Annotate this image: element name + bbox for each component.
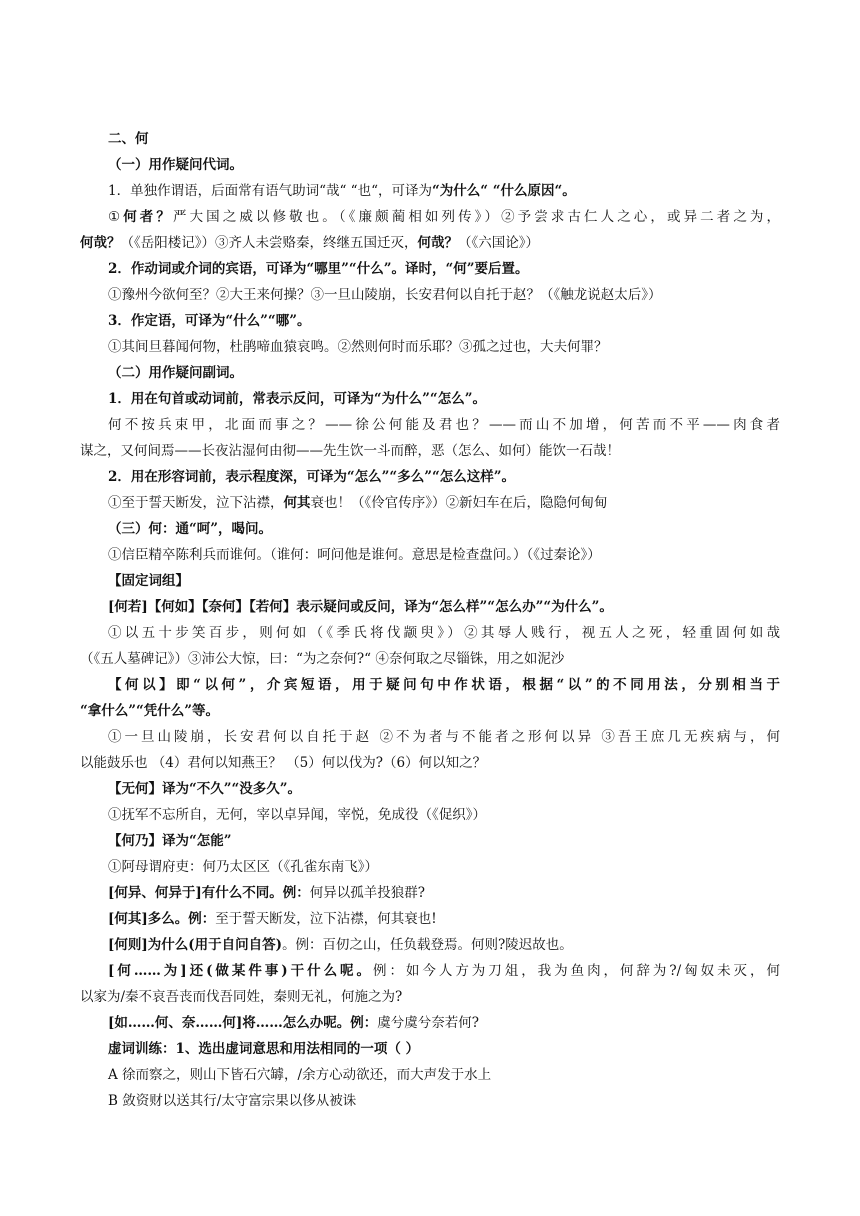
bold-text: （二）用作疑问副词。 — [108, 365, 243, 381]
text-run: 严大国之威以修敬也。（《廉颇蔺相如列传》）②予尝求古仁人之心，或异二者之为， — [172, 209, 781, 225]
text-line — [80, 542, 780, 568]
bold-text: 虚词训练：1、选出虚词意思和用法相同的一项（ ） — [108, 1041, 420, 1057]
bold-text: [何若]【何如】【奈何】【若何】表示疑问或反问，译为“怎么样”“怎么办”“为什么”。 — [108, 599, 613, 615]
text-run: ①信臣精卒陈利兵而谁何。（谁何：呵问他是谁何。意思是检查盘问。）（《过秦论》） — [108, 547, 601, 563]
text-line — [80, 438, 780, 464]
text-line — [80, 1036, 780, 1062]
text-run: ①其间旦暮闻何物，杜鹃啼血猿哀鸣。②然则何时而乐耶？③孤之过也，大夫何罪？ — [108, 339, 608, 355]
bold-text: “拿什么”“凭什么”等。 — [80, 703, 220, 719]
text-line — [80, 412, 780, 438]
text-run: ①至于誓天断发，泣下沾襟， — [108, 495, 284, 511]
text-line — [80, 620, 780, 646]
text-line — [80, 308, 780, 334]
text-line — [80, 334, 780, 360]
text-line — [80, 958, 780, 984]
text-line — [80, 698, 780, 724]
bold-text: 何哉？ — [80, 235, 121, 251]
bold-text: 何其 — [283, 495, 311, 511]
bold-text: 【何以】即“以何”，介宾短语，用于疑问句中作状语，根据“以”的不同用法，分别相当于 — [108, 677, 780, 693]
bold-text: [何其]多么。例： — [108, 911, 216, 927]
text-line — [80, 1088, 780, 1114]
text-line — [80, 594, 780, 620]
text-line — [80, 282, 780, 308]
text-run: A 徐而察之，则山下皆石穴罅，/余方心动欲还，而大声发于水上 — [108, 1067, 492, 1083]
bold-text: 2．用在形容词前，表示程度深，可译为“怎么”“多么”“怎么这样”。 — [108, 469, 515, 485]
text-line — [80, 178, 780, 204]
text-line — [80, 230, 780, 256]
text-line — [80, 646, 780, 672]
bold-text: 何者？ — [123, 209, 173, 225]
text-run: 谋之，又何间焉——长夜沾湿何由彻——先生饮一斗而醉，恶（怎么、如何）能饮一石哉！ — [80, 443, 620, 459]
text-line — [80, 984, 780, 1010]
text-run: 至于誓天断发，泣下沾襟，何其衰也! — [215, 911, 437, 927]
text-line — [80, 854, 780, 880]
bold-text: [何异、何异于]有什么不同。例： — [108, 885, 310, 901]
bold-text: 2．作动词或介词的宾语，可译为“哪里”“什么”。译时，“何”要后置。 — [108, 261, 529, 277]
text-line — [80, 152, 780, 178]
text-run: 虞兮虞兮奈若何? — [377, 1015, 480, 1031]
text-line — [80, 802, 780, 828]
bold-text: （一）用作疑问代词。 — [108, 157, 243, 173]
text-line — [80, 568, 780, 594]
bold-text: 3．作定语，可译为“什么”“哪”。 — [108, 313, 311, 329]
document-page — [80, 126, 780, 1114]
text-line — [80, 750, 780, 776]
text-run: 何不按兵束甲，北面而事之？——徐公何能及君也？——而山不加增，何苦而不平——肉食者 — [108, 417, 780, 433]
text-line — [80, 360, 780, 386]
bold-text: 【何乃】译为“怎能” — [108, 833, 232, 849]
bold-text: 1．用在句首或动词前，常表示反问，可译为“为什么”“怎么”。 — [108, 391, 486, 407]
bold-text: 【无何】译为“不久”“没多久”。 — [108, 781, 302, 797]
text-run: ①抚军不忘所自，无何，宰以卓异闻，宰悦，免成役（《促织》） — [108, 807, 486, 823]
text-run: ①豫州今欲何至？②大王来何操？③一旦山陵崩，长安君何以自托于赵？（《触龙说赵太后》） — [108, 287, 662, 303]
text-line — [80, 256, 780, 282]
text-run: 衰也！（《伶官传序》）②新妇车在后，隐隐何甸甸 — [310, 495, 608, 511]
text-run: B 敛资财以送其行/太守富宗果以侈从被诛 — [108, 1093, 357, 1109]
bold-text: [何则]为什么(用于自问自答) — [108, 937, 283, 953]
text-run: 以能鼓乐也 （4）君何以知燕王？ （5）何以伐为?（6）何以知之？ — [80, 755, 487, 771]
bold-text: 二、何 — [108, 131, 149, 147]
text-run: ①阿母谓府吏：何乃太区区（《孔雀东南飞》） — [108, 859, 378, 875]
text-line — [80, 464, 780, 490]
text-run: 。例：百仞之山，任负载登焉。何则?陵迟故也。 — [282, 937, 573, 953]
text-run: 例：如今人方为刀俎，我为鱼肉，何辞为?/匈奴未灭，何 — [373, 963, 780, 979]
text-run: 何异以孤羊投狼群? — [309, 885, 426, 901]
text-line — [80, 126, 780, 152]
text-run: 以家为/秦不哀吾丧而伐吾同姓，秦则无礼，何施之为? — [80, 989, 403, 1005]
bold-text: [何……为]还(做某件事)干什么呢。 — [108, 963, 373, 979]
text-run: （《岳阳楼记》）③齐人未尝赂秦，终继五国迁灭， — [120, 235, 418, 251]
bold-text: 【固定词组】 — [108, 573, 189, 589]
text-line — [80, 1010, 780, 1036]
bold-text: “为什么“ “什么原因“。 — [432, 183, 576, 199]
text-line — [80, 906, 780, 932]
text-line — [80, 490, 780, 516]
text-line — [80, 932, 780, 958]
bold-text: （三）何：通“呵”，喝问。 — [108, 521, 273, 537]
bold-text: [如……何、奈……何]将……怎么办呢。例： — [108, 1015, 378, 1031]
text-run: ①一旦山陵崩，长安君何以自托于赵 ②不为者与不能者之形何以异 ③吾王庶几无疾病与，何 — [108, 729, 780, 745]
text-run: （《六国论》） — [458, 235, 539, 251]
text-line — [80, 1062, 780, 1088]
text-run: ①以五十步笑百步，则何如（《季氏将伐颛臾》）②其辱人贱行，视五人之死，轻重固何如哉 — [108, 625, 780, 641]
text-line — [80, 828, 780, 854]
text-line — [80, 776, 780, 802]
text-line — [80, 880, 780, 906]
text-run: 1．单独作谓语，后面常有语气助词“哉“ “也“，可译为 — [108, 183, 432, 199]
text-line — [80, 386, 780, 412]
text-line — [80, 724, 780, 750]
text-line — [80, 204, 780, 230]
bold-text: 何哉？ — [417, 235, 458, 251]
text-run: ① — [108, 209, 124, 225]
text-line — [80, 672, 780, 698]
text-line — [80, 516, 780, 542]
text-run: （《五人墓碑记》）③沛公大惊，曰：“为之奈何?“ ④奈何取之尽锱铢，用之如泥沙 — [80, 651, 565, 667]
